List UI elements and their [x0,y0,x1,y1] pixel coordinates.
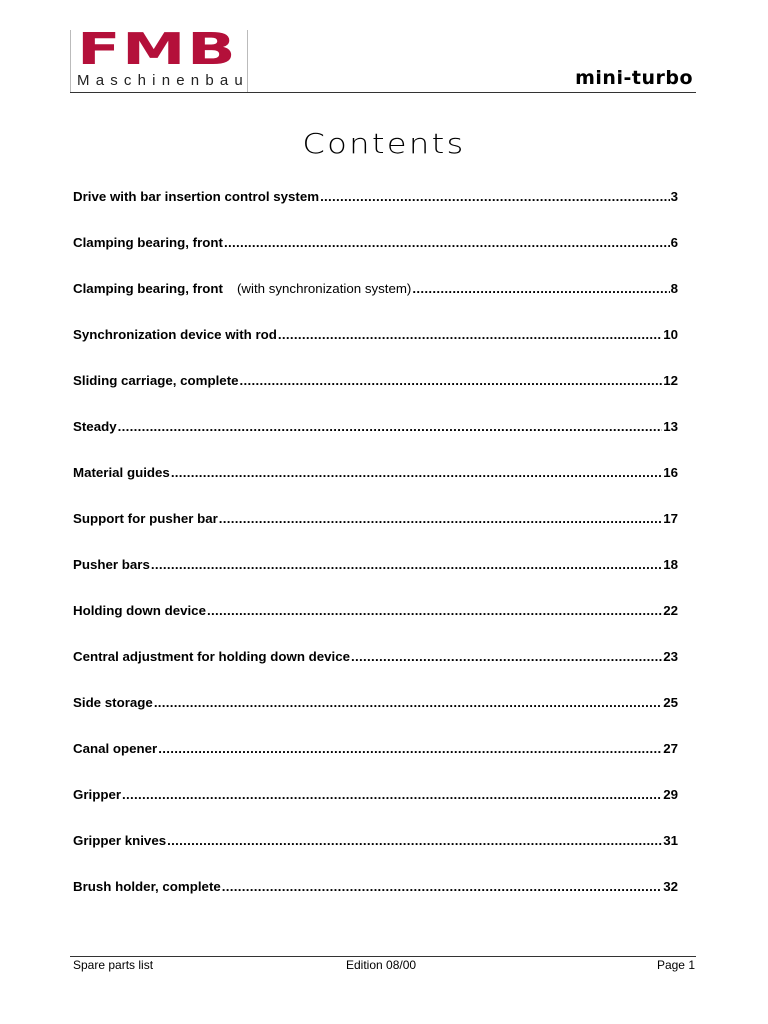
toc-leader-dots [207,602,662,619]
toc-entry-page: 22 [663,603,678,618]
header-divider [70,92,696,93]
toc-leader-dots [224,234,670,251]
toc-entry-title: Gripper [73,787,122,802]
toc-entry[interactable] [73,418,678,464]
toc-entry-title: Synchronization device with rod [73,327,277,342]
toc-entry[interactable] [73,188,678,234]
toc-leader-dots [351,648,662,665]
toc-entry[interactable] [73,326,678,372]
toc-entry-page: 3 [670,189,678,204]
toc-entry-page: 17 [663,511,678,526]
toc-leader-dots [412,280,669,297]
toc-entry-page: 25 [663,695,678,710]
toc-entry-title: Central adjustment for holding down device [73,649,351,664]
toc-entry-page: 32 [663,879,678,894]
footer-document-type: Spare parts list [73,958,154,972]
toc-entry[interactable] [73,786,678,832]
toc-entry-title: Pusher bars [73,557,150,572]
toc-entry[interactable] [73,694,678,740]
toc-entry[interactable] [73,878,678,924]
toc-entry-title: Steady [73,419,117,434]
toc-leader-dots [171,464,662,481]
toc-entry-page: 27 [663,741,678,756]
fmb-logo [70,24,249,92]
toc-entry-title: Gripper knives [73,833,167,848]
toc-entry[interactable] [73,372,678,418]
toc-leader-dots [219,510,662,527]
toc-entry-page: 8 [670,281,678,296]
toc-entry-page: 10 [663,327,678,342]
toc-entry-page: 31 [663,833,678,848]
toc-entry-page: 13 [663,419,678,434]
toc-entry-page: 18 [663,557,678,572]
toc-leader-dots [278,326,662,343]
toc-leader-dots [320,188,670,205]
toc-entry-title: Clamping bearing, front [73,235,223,250]
footer-edition: Edition 08/00 [346,958,417,972]
toc-entry[interactable] [73,740,678,786]
toc-leader-dots [151,556,662,573]
toc-entry-page: 6 [670,235,678,250]
toc-entry-title: Brush holder, complete [73,879,221,894]
toc-entry-page: 16 [663,465,678,480]
toc-leader-dots [118,418,663,435]
logo-wordmark: FMB [77,24,238,75]
toc-entry-page: 12 [663,373,678,388]
toc-leader-dots [158,740,662,757]
toc-leader-dots [122,786,662,803]
toc-leader-dots [154,694,662,711]
toc-entry[interactable] [73,464,678,510]
toc-leader-dots [240,372,663,389]
toc-entry[interactable] [73,280,678,326]
footer-page-number: Page 1 [656,958,695,972]
toc-entry[interactable] [73,234,678,280]
footer-divider [70,956,696,957]
toc-leader-dots [222,878,662,895]
toc-entry-title: Drive with bar insertion control system [73,189,320,204]
toc-entry-title: Support for pusher bar [73,511,218,526]
toc-entry-page: 29 [663,787,678,802]
toc-entry-note: (with synchronization system) [236,281,412,296]
page-title: Contents [302,127,466,160]
toc-entry[interactable] [73,556,678,602]
logo-subtitle: Maschinenbau [77,72,249,89]
toc-entry[interactable] [73,602,678,648]
toc-entry-title: Canal opener [73,741,158,756]
toc-leader-dots [167,832,662,849]
toc-entry[interactable] [73,510,678,556]
toc-entry-title: Clamping bearing, front [73,281,223,296]
product-name: mini-turbo [575,67,693,89]
toc-entry[interactable] [73,648,678,694]
toc-entry-title: Holding down device [73,603,206,618]
table-of-contents [73,188,678,924]
toc-entry-page: 23 [663,649,678,664]
toc-entry-title: Side storage [73,695,153,710]
toc-entry-title: Material guides [73,465,170,480]
toc-entry[interactable] [73,832,678,878]
toc-entry-title: Sliding carriage, complete [73,373,239,388]
